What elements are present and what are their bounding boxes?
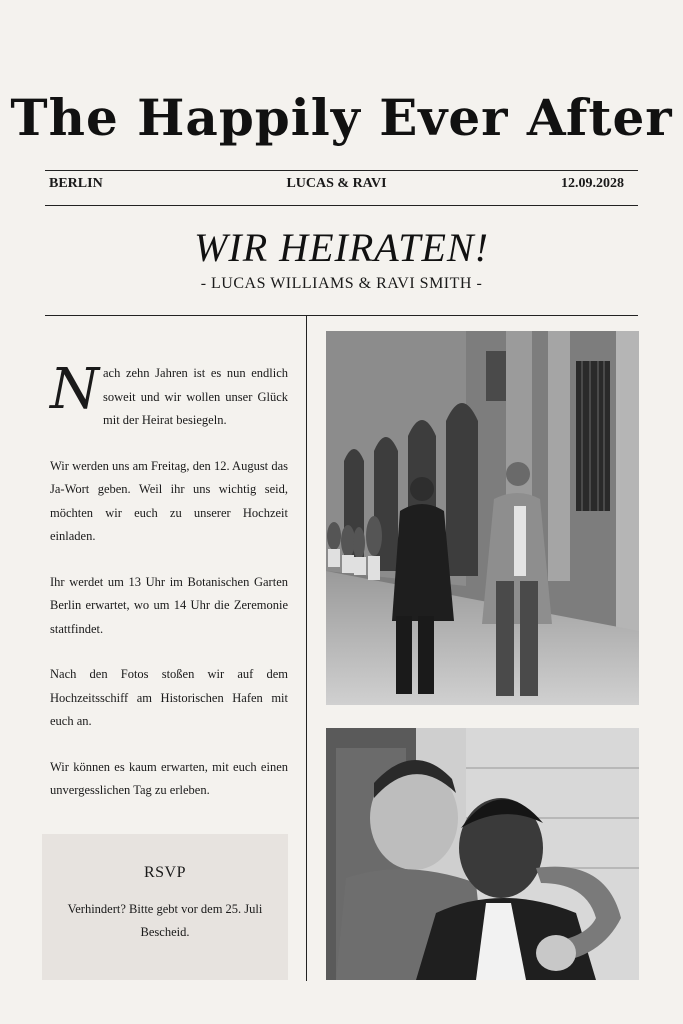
info-divider [45, 205, 638, 206]
info-date: 12.09.2028 [561, 176, 624, 191]
info-bar [49, 176, 624, 198]
rsvp-text: Verhindert? Bitte gebt vor dem 25. Juli Bescheid. [67, 902, 263, 939]
article-column [50, 336, 288, 825]
rsvp-box [42, 834, 288, 980]
rsvp-title: RSVP [143, 864, 187, 881]
section-divider [45, 315, 638, 316]
couple-hug-photo [326, 728, 639, 980]
headline: WIR HEIRATEN! [194, 225, 489, 270]
column-divider [306, 316, 307, 981]
article-paragraph-1 [50, 336, 288, 433]
couple-walking-photo [326, 331, 639, 705]
subheadline: - LUCAS WILLIAMS & RAVI SMITH - [200, 275, 483, 292]
paragraph-1-text: ach zehn Jahren ist es nun endlich soweit und wir wollen unser Glück mit der Heirat besiegeln. [103, 366, 288, 427]
article-paragraph-4: Nach den Fotos stoßen wir auf dem Hochzeitsschiff am Historischen Hafen mit euch an. [50, 667, 288, 728]
top-divider [45, 170, 638, 171]
article-paragraph-2: Wir werden uns am Freitag, den 12. August das Ja-Wort geben. Weil ihr uns wichtig seid, möchten wir euch zu unserer Hochzeit einladen. [50, 458, 288, 543]
drop-cap: N [50, 357, 99, 422]
article-paragraph-5: Wir können es kaum erwarten, mit euch einen unvergesslichen Tag zu erleben. [50, 759, 288, 797]
info-city: BERLIN [49, 176, 103, 191]
info-couple: LUCAS & RAVI [286, 176, 387, 191]
article-paragraph-3: Ihr werdet um 13 Uhr im Botanischen Garten Berlin erwartet, wo um 14 Uhr die Zeremonie stattfindet. [50, 574, 288, 636]
masthead-title: The Happily Ever After [10, 88, 673, 147]
